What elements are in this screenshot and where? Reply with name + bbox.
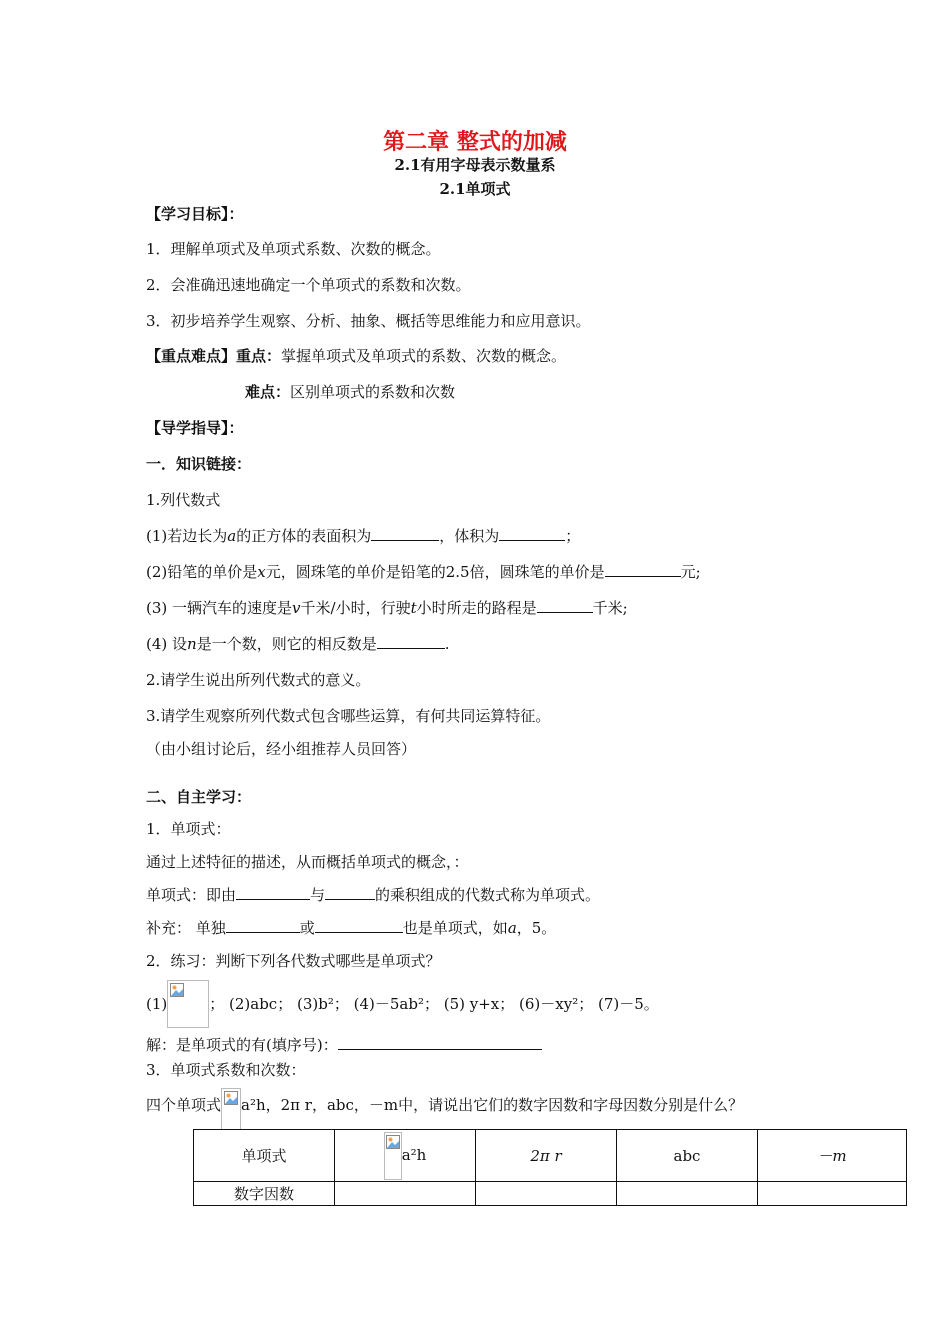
def-text-a: 单项式：即由 xyxy=(146,886,237,904)
broken-image-icon xyxy=(167,980,209,1028)
section-subtitle: 2.1有用字母表示数量系 xyxy=(394,156,556,174)
answer-blank[interactable] xyxy=(338,1048,542,1050)
q2-text-c: 元; xyxy=(680,563,701,581)
table-input-cell[interactable] xyxy=(476,1182,617,1206)
question-1 xyxy=(146,525,580,546)
sup-blank-2[interactable] xyxy=(315,931,403,933)
question-4 xyxy=(146,633,450,654)
q1-text-d: ； xyxy=(565,527,581,545)
q1-blank-surface[interactable] xyxy=(371,539,439,541)
exercise-list: ； (2)abc； (3)b²； (4)－5ab²； (5) y+x； (6)－xy²； (7)－5。 xyxy=(209,995,659,1013)
guide-item-2: 2.请学生说出所列代数式的意义。 xyxy=(146,671,371,689)
monomials-question xyxy=(146,1080,743,1120)
sup-text-c: 也是单项式，如 xyxy=(402,919,508,937)
guide-item-3: 3.请学生观察所列代数式包含哪些运算，有何共同运算特征。 xyxy=(146,707,551,725)
monomial-table xyxy=(193,1129,907,1206)
sup-text-d: ，5。 xyxy=(516,919,557,937)
q3-text-b: 千米/小时，行驶 xyxy=(300,599,411,617)
q1-variable: a xyxy=(227,527,237,545)
q1-blank-volume[interactable] xyxy=(499,539,565,541)
exercise-line xyxy=(146,980,659,1030)
q3-text-c: 小时所走的路程是 xyxy=(416,599,537,617)
q3-blank-distance[interactable] xyxy=(537,611,593,613)
question-text-b: a²h，2π r，abc，－m中，请说出它们的数字因数和字母因数分别是什么？ xyxy=(241,1096,744,1114)
sup-text-b: 或 xyxy=(299,919,315,937)
q2-variable: x xyxy=(257,563,266,581)
chapter-title: 第二章 整式的加减 xyxy=(383,129,567,155)
sup-text-a: 补充： 单独 xyxy=(146,919,226,937)
def-text-b: 与 xyxy=(310,886,326,904)
q1-text-b: 的正方体的表面积为 xyxy=(236,527,372,545)
exercise-1-label: (1) xyxy=(146,995,168,1013)
table-header-cell: 单项式 xyxy=(194,1130,335,1182)
self-study-item-3: 3．单项式系数和次数： xyxy=(146,1061,306,1079)
section-knowledge-link: 一．知识链接： xyxy=(146,455,252,473)
concept-intro: 通过上述特征的描述，从而概括单项式的概念，： xyxy=(146,853,469,871)
table-cell: 2π r xyxy=(476,1130,617,1182)
q3-variable-v: v xyxy=(292,599,301,617)
def-text-c: 的乘积组成的代数式称为单项式。 xyxy=(375,886,601,904)
monomial-a2h: a²h xyxy=(401,1145,427,1164)
question-text-a: 四个单项式 xyxy=(146,1096,222,1114)
question-3 xyxy=(146,597,628,618)
def-blank-2[interactable] xyxy=(325,898,375,900)
table-row xyxy=(194,1182,907,1206)
q1-text-c: ，体积为 xyxy=(439,527,500,545)
key-points-heading: 【重点难点】 xyxy=(146,347,237,365)
q4-text-c: . xyxy=(444,635,450,653)
key-points-row xyxy=(146,345,566,366)
answer-label: 解：是单项式的有(填序号)： xyxy=(146,1036,338,1054)
difficulty-label: 难点： xyxy=(245,383,291,401)
table-cell: －m xyxy=(758,1130,907,1182)
q3-text-d: 千米; xyxy=(592,599,628,617)
objectives-heading: 【学习目标】： xyxy=(146,205,244,223)
broken-image-icon xyxy=(221,1088,241,1130)
question-2 xyxy=(146,561,701,582)
self-study-item-1: 1．单项式： xyxy=(146,820,231,838)
focus-text: 掌握单项式及单项式的系数、次数的概念。 xyxy=(281,347,567,365)
broken-image-icon xyxy=(384,1132,402,1180)
difficulty-row xyxy=(245,381,455,402)
q3-variable-t: t xyxy=(410,599,417,617)
guide-heading: 【导学指导】： xyxy=(146,419,244,437)
table-cell: abc xyxy=(617,1130,758,1182)
difficulty-text: 区别单项式的系数和次数 xyxy=(290,383,456,401)
q3-text-a: (3) 一辆汽车的速度是 xyxy=(146,599,293,617)
q2-text-a: (2)铅笔的单价是 xyxy=(146,563,258,581)
table-row xyxy=(194,1130,907,1182)
table-input-cell[interactable] xyxy=(617,1182,758,1206)
sup-blank-1[interactable] xyxy=(226,931,300,933)
self-study-item-2: 2．练习：判断下列各代数式哪些是单项式？ xyxy=(146,952,441,970)
objective-item: 1．理解单项式及单项式系数、次数的概念。 xyxy=(146,240,441,258)
lesson-subtitle: 2.1单项式 xyxy=(439,180,511,198)
def-blank-1[interactable] xyxy=(236,898,310,900)
guide-item-1: 1.列代数式 xyxy=(146,491,221,509)
q2-text-b: 元，圆珠笔的单价是铅笔的2.5倍，圆珠笔的单价是 xyxy=(265,563,605,581)
objective-item: 2．会准确迅速地确定一个单项式的系数和次数。 xyxy=(146,276,471,294)
focus-label: 重点： xyxy=(236,347,282,365)
supplement-line xyxy=(146,917,556,938)
q4-text-b: 是一个数，则它的相反数是 xyxy=(196,635,377,653)
answer-line xyxy=(146,1034,542,1055)
discussion-note: （由小组讨论后，经小组推荐人员回答） xyxy=(146,740,417,758)
table-row-label: 数字因数 xyxy=(194,1182,335,1206)
table-input-cell[interactable] xyxy=(758,1182,907,1206)
table-input-cell[interactable] xyxy=(335,1182,476,1206)
q4-blank-opposite[interactable] xyxy=(377,647,445,649)
monomial-definition xyxy=(146,884,600,905)
q2-blank-price[interactable] xyxy=(605,575,681,577)
q1-text-a: (1)若边长为 xyxy=(146,527,228,545)
q4-variable: n xyxy=(187,635,197,653)
sup-variable: a xyxy=(507,919,517,937)
table-cell xyxy=(335,1130,476,1182)
self-study-heading: 二、自主学习： xyxy=(146,788,252,806)
objective-item: 3．初步培养学生观察、分析、抽象、概括等思维能力和应用意识。 xyxy=(146,312,591,330)
q4-text-a: (4) 设 xyxy=(146,635,188,653)
